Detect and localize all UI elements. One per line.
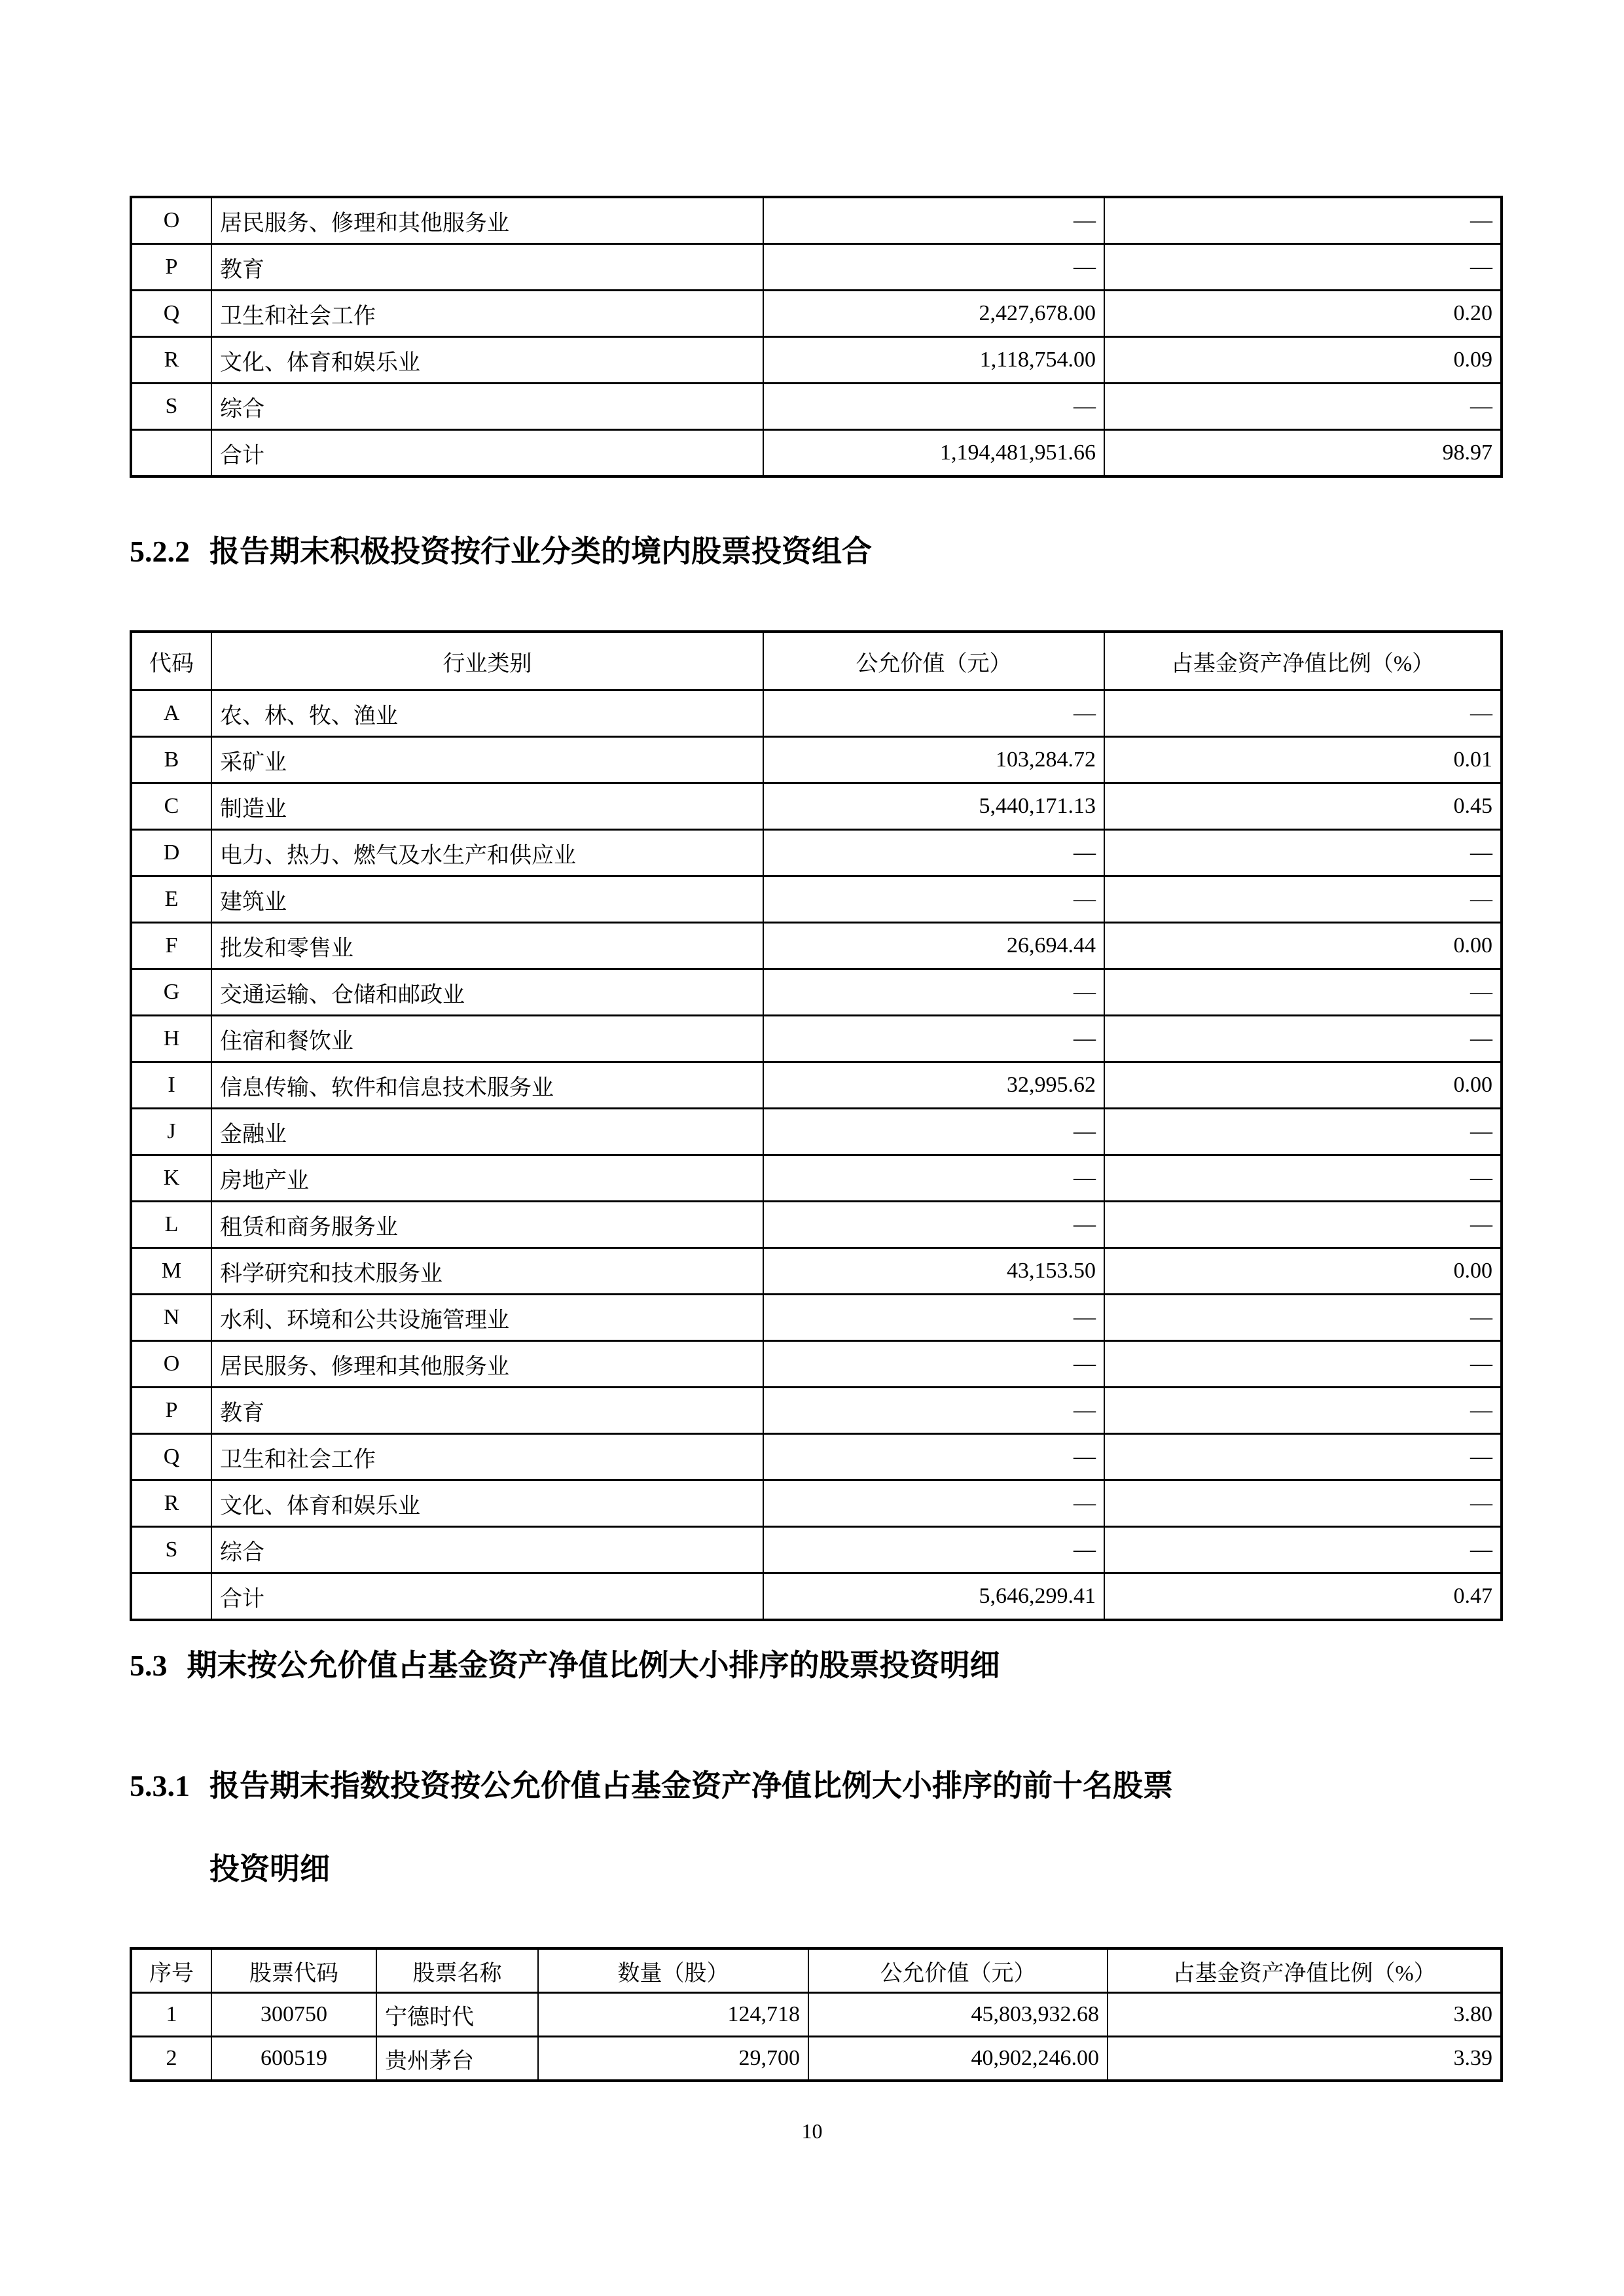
industry-name-cell: 科学研究和技术服务业 <box>211 1248 763 1295</box>
table-row <box>131 1480 1502 1527</box>
serial-cell: 1 <box>131 1993 211 2037</box>
net-asset-ratio-cell: — <box>1104 830 1502 876</box>
fair-value-cell: — <box>763 1480 1104 1527</box>
industry-code-cell: S <box>131 1527 211 1573</box>
table-row <box>131 291 1502 337</box>
fair-value-cell: — <box>763 244 1104 291</box>
table-row <box>131 1202 1502 1248</box>
net-asset-ratio-cell: — <box>1104 197 1502 244</box>
industry-code-cell: R <box>131 1480 211 1527</box>
fair-value-cell: 26,694.44 <box>763 923 1104 969</box>
stock-name-cell: 宁德时代 <box>376 1993 538 2037</box>
section-number: 5.3.1 <box>130 1769 190 1803</box>
industry-code-cell: I <box>131 1062 211 1109</box>
industry-code-cell: N <box>131 1295 211 1341</box>
col-header-quantity: 数量（股） <box>538 1948 808 1993</box>
fair-value-cell: — <box>763 1155 1104 1202</box>
table-header-row <box>131 632 1502 691</box>
industry-code-cell: P <box>131 244 211 291</box>
industry-code-cell: E <box>131 876 211 923</box>
industry-code-cell <box>131 430 211 477</box>
section-5-2-2-heading <box>130 535 1500 568</box>
net-asset-ratio-cell: 0.45 <box>1104 783 1502 830</box>
table-row <box>131 876 1502 923</box>
table-row <box>131 969 1502 1016</box>
industry-name-cell: 信息传输、软件和信息技术服务业 <box>211 1062 763 1109</box>
industry-code-cell: G <box>131 969 211 1016</box>
net-asset-ratio-cell: — <box>1104 1109 1502 1155</box>
industry-table-continued <box>130 196 1503 478</box>
section-title: 报告期末积极投资按行业分类的境内股票投资组合 <box>209 535 872 568</box>
section-number: 5.3 <box>130 1649 168 1682</box>
net-asset-ratio-cell: — <box>1104 1480 1502 1527</box>
table-row <box>131 197 1502 244</box>
table-row <box>131 737 1502 783</box>
table-row <box>131 337 1502 384</box>
page-number: 10 <box>801 2119 823 2143</box>
table-row <box>131 691 1502 737</box>
industry-code-cell <box>131 1573 211 1621</box>
net-asset-ratio-cell: 0.00 <box>1104 1248 1502 1295</box>
industry-name-cell: 农、林、牧、渔业 <box>211 691 763 737</box>
industry-code-cell: L <box>131 1202 211 1248</box>
industry-code-cell: B <box>131 737 211 783</box>
fair-value-cell: — <box>763 1527 1104 1573</box>
table-row <box>131 1388 1502 1434</box>
table-row <box>131 2037 1502 2081</box>
industry-name-cell: 制造业 <box>211 783 763 830</box>
fair-value-cell: 43,153.50 <box>763 1248 1104 1295</box>
col-header-fair-value: 公允价值（元） <box>808 1948 1108 1993</box>
table-row <box>131 1993 1502 2037</box>
net-asset-ratio-cell: — <box>1104 244 1502 291</box>
industry-name-cell: 批发和零售业 <box>211 923 763 969</box>
industry-code-cell: Q <box>131 1434 211 1480</box>
industry-name-cell: 采矿业 <box>211 737 763 783</box>
industry-code-cell: P <box>131 1388 211 1434</box>
net-asset-ratio-cell: — <box>1104 969 1502 1016</box>
industry-code-cell: C <box>131 783 211 830</box>
industry-name-cell: 卫生和社会工作 <box>211 291 763 337</box>
section-5-3-heading <box>130 1649 1500 1682</box>
stock-code-cell: 300750 <box>211 1993 376 2037</box>
industry-name-cell: 居民服务、修理和其他服务业 <box>211 197 763 244</box>
fair-value-cell: — <box>763 830 1104 876</box>
net-asset-ratio-cell: 0.09 <box>1104 337 1502 384</box>
section-title-line-2: 投资明细 <box>209 1852 330 1886</box>
net-asset-ratio-cell: — <box>1104 1202 1502 1248</box>
net-asset-ratio-cell: — <box>1104 384 1502 430</box>
industry-name-cell: 居民服务、修理和其他服务业 <box>211 1341 763 1388</box>
net-asset-ratio-cell: 3.80 <box>1108 1993 1502 2037</box>
fair-value-cell: — <box>763 384 1104 430</box>
net-asset-ratio-cell: 0.47 <box>1104 1573 1502 1621</box>
net-asset-ratio-cell: 3.39 <box>1108 2037 1502 2081</box>
table-row <box>131 1248 1502 1295</box>
net-asset-ratio-cell: — <box>1104 1341 1502 1388</box>
table-row <box>131 1016 1502 1062</box>
table-row <box>131 923 1502 969</box>
table-row <box>131 384 1502 430</box>
quantity-cell: 29,700 <box>538 2037 808 2081</box>
stock-name-cell: 贵州茅台 <box>376 2037 538 2081</box>
fair-value-cell: — <box>763 1434 1104 1480</box>
industry-name-cell: 卫生和社会工作 <box>211 1434 763 1480</box>
table-row <box>131 1062 1502 1109</box>
industry-name-cell: 交通运输、仓储和邮政业 <box>211 969 763 1016</box>
industry-name-cell: 文化、体育和娱乐业 <box>211 337 763 384</box>
industry-name-cell: 教育 <box>211 1388 763 1434</box>
industry-code-cell: Q <box>131 291 211 337</box>
fair-value-cell: — <box>763 1295 1104 1341</box>
industry-name-cell: 住宿和餐饮业 <box>211 1016 763 1062</box>
fair-value-cell: — <box>763 1388 1104 1434</box>
industry-name-cell: 文化、体育和娱乐业 <box>211 1480 763 1527</box>
fair-value-cell: 103,284.72 <box>763 737 1104 783</box>
table-row <box>131 1434 1502 1480</box>
section-title: 期末按公允价值占基金资产净值比例大小排序的股票投资明细 <box>187 1649 1000 1682</box>
industry-code-cell: H <box>131 1016 211 1062</box>
fair-value-cell: — <box>763 969 1104 1016</box>
net-asset-ratio-cell: — <box>1104 1388 1502 1434</box>
fair-value-cell: 32,995.62 <box>763 1062 1104 1109</box>
table-header-row <box>131 1948 1502 1993</box>
industry-name-cell: 电力、热力、燃气及水生产和供应业 <box>211 830 763 876</box>
industry-name-cell: 租赁和商务服务业 <box>211 1202 763 1248</box>
industry-name-cell: 金融业 <box>211 1109 763 1155</box>
fair-value-cell: — <box>763 876 1104 923</box>
section-number: 5.2.2 <box>130 535 190 568</box>
industry-code-cell: F <box>131 923 211 969</box>
net-asset-ratio-cell: 98.97 <box>1104 430 1502 477</box>
active-investment-industry-table <box>130 630 1503 1621</box>
industry-code-cell: R <box>131 337 211 384</box>
fair-value-cell: 40,902,246.00 <box>808 2037 1108 2081</box>
top-stocks-table-wrap <box>130 1947 1500 2082</box>
industry-code-cell: D <box>131 830 211 876</box>
table-row <box>131 783 1502 830</box>
serial-cell: 2 <box>131 2037 211 2081</box>
industry-name-cell: 建筑业 <box>211 876 763 923</box>
fair-value-cell: — <box>763 1202 1104 1248</box>
industry-code-cell: A <box>131 691 211 737</box>
industry-code-cell: S <box>131 384 211 430</box>
net-asset-ratio-cell: — <box>1104 691 1502 737</box>
section-title <box>209 1770 1500 1886</box>
industry-name-cell: 合计 <box>211 1573 763 1621</box>
net-asset-ratio-cell: 0.20 <box>1104 291 1502 337</box>
industry-name-cell: 教育 <box>211 244 763 291</box>
industry-code-cell: M <box>131 1248 211 1295</box>
net-asset-ratio-cell: — <box>1104 1295 1502 1341</box>
top-stocks-table <box>130 1947 1503 2082</box>
industry-name-cell: 综合 <box>211 384 763 430</box>
table-row <box>131 830 1502 876</box>
net-asset-ratio-cell: 0.00 <box>1104 923 1502 969</box>
fair-value-cell: 5,646,299.41 <box>763 1573 1104 1621</box>
active-investment-industry-table-wrap <box>130 630 1500 1621</box>
table-row <box>131 1155 1502 1202</box>
fair-value-cell: 1,118,754.00 <box>763 337 1104 384</box>
quantity-cell: 124,718 <box>538 1993 808 2037</box>
fair-value-cell: — <box>763 1109 1104 1155</box>
col-header-net-asset-ratio: 占基金资产净值比例（%） <box>1104 632 1502 691</box>
table-row <box>131 1573 1502 1621</box>
industry-table-continued-wrap <box>130 196 1500 478</box>
industry-code-cell: J <box>131 1109 211 1155</box>
stock-code-cell: 600519 <box>211 2037 376 2081</box>
fair-value-cell: 5,440,171.13 <box>763 783 1104 830</box>
col-header-code: 代码 <box>131 632 211 691</box>
col-header-net-asset-ratio: 占基金资产净值比例（%） <box>1108 1948 1502 1993</box>
col-header-serial: 序号 <box>131 1948 211 1993</box>
table-row <box>131 1295 1502 1341</box>
fair-value-cell: 2,427,678.00 <box>763 291 1104 337</box>
fair-value-cell: — <box>763 691 1104 737</box>
net-asset-ratio-cell: — <box>1104 1434 1502 1480</box>
net-asset-ratio-cell: — <box>1104 876 1502 923</box>
section-5-3-1-heading <box>130 1770 1500 1886</box>
net-asset-ratio-cell: — <box>1104 1527 1502 1573</box>
table-row <box>131 430 1502 477</box>
fair-value-cell: 1,194,481,951.66 <box>763 430 1104 477</box>
fair-value-cell: — <box>763 1016 1104 1062</box>
col-header-stock-name: 股票名称 <box>376 1948 538 1993</box>
industry-code-cell: K <box>131 1155 211 1202</box>
table-row <box>131 244 1502 291</box>
net-asset-ratio-cell: — <box>1104 1155 1502 1202</box>
fair-value-cell: — <box>763 1341 1104 1388</box>
table-row <box>131 1109 1502 1155</box>
industry-name-cell: 综合 <box>211 1527 763 1573</box>
fair-value-cell: — <box>763 197 1104 244</box>
net-asset-ratio-cell: 0.01 <box>1104 737 1502 783</box>
industry-name-cell: 房地产业 <box>211 1155 763 1202</box>
table-row <box>131 1341 1502 1388</box>
col-header-industry: 行业类别 <box>211 632 763 691</box>
industry-code-cell: O <box>131 197 211 244</box>
industry-name-cell: 合计 <box>211 430 763 477</box>
section-title-line-1: 报告期末指数投资按公允价值占基金资产净值比例大小排序的前十名股票 <box>209 1769 1173 1803</box>
col-header-stock-code: 股票代码 <box>211 1948 376 1993</box>
net-asset-ratio-cell: — <box>1104 1016 1502 1062</box>
table-row <box>131 1527 1502 1573</box>
net-asset-ratio-cell: 0.00 <box>1104 1062 1502 1109</box>
industry-code-cell: O <box>131 1341 211 1388</box>
fair-value-cell: 45,803,932.68 <box>808 1993 1108 2037</box>
industry-name-cell: 水利、环境和公共设施管理业 <box>211 1295 763 1341</box>
col-header-fair-value: 公允价值（元） <box>763 632 1104 691</box>
